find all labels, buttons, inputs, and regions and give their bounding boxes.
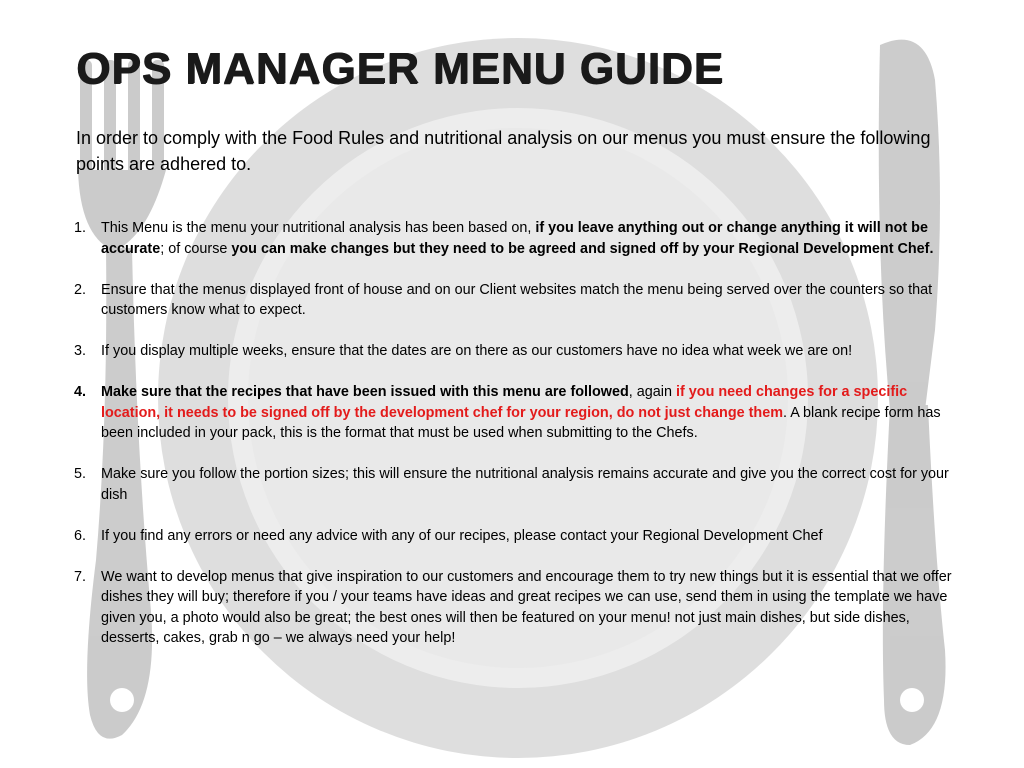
list-item [74,464,953,505]
item-text: , again [628,384,677,400]
item-number: 7. [74,568,87,585]
item-text: ; of course [160,240,232,257]
list-item [74,567,953,649]
item-text: . A blank recipe form has been included in your pack, this is the format that must be used when submitting to the Chefs. [101,404,941,441]
item-highlight: if you need changes for a specific location, it needs to be signed off by the development chef for your region, do not just change them [101,384,908,421]
item-number: 6. [74,527,87,544]
item-number: 5. [74,466,87,482]
guide-points-list [74,218,953,669]
item-emphasis: if you leave anything out or change anything it will not be accurate [101,220,928,257]
item-emphasis: you can make changes but they need to be agreed and signed off by your Regional Development Chef. [231,240,934,257]
list-item [74,382,953,444]
list-item [74,526,953,547]
item-number: 4. [74,384,87,400]
intro-paragraph: In order to comply with the Food Rules and nutritional analysis on our menus you must ensure the following points are adhered to. [76,128,931,174]
item-text: Make sure you follow the portion sizes; this will ensure the nutritional analysis remains accurate and give you the correct cost for your dish [101,466,949,503]
item-number: 3. [74,343,87,359]
list-item [74,280,953,321]
item-number: 2. [74,281,87,298]
item-text: If you find any errors or need any advice with any of our recipes, please contact your Regional Development Chef [101,527,823,544]
item-text: This Menu is the menu your nutritional analysis has been based on, [101,220,536,236]
page-title: OPS MANAGER MENU GUIDE [76,44,724,93]
list-item [74,218,953,259]
list-item [74,341,953,362]
item-text: We want to develop menus that give inspiration to our customers and encourage them to try new things but it is essential that we offer dishes they will buy; therefore if you / your teams have ideas and great recipes we can use, send them in using the template we have given you, a photo would also be great; the best ones will then be featured on your menu! not just main dishes, but side dishes, desserts, cakes, grab n go – we always need your help! [101,568,952,646]
item-text: If you display multiple weeks, ensure that the dates are on there as our customers have no idea what week we are on! [101,343,853,359]
item-emphasis: Make sure that the recipes that have been issued with this menu are followed [101,384,629,400]
item-number: 1. [74,220,87,236]
item-text: Ensure that the menus displayed front of house and on our Client websites match the menu being served over the counters so that customers know what to expect. [101,281,933,318]
